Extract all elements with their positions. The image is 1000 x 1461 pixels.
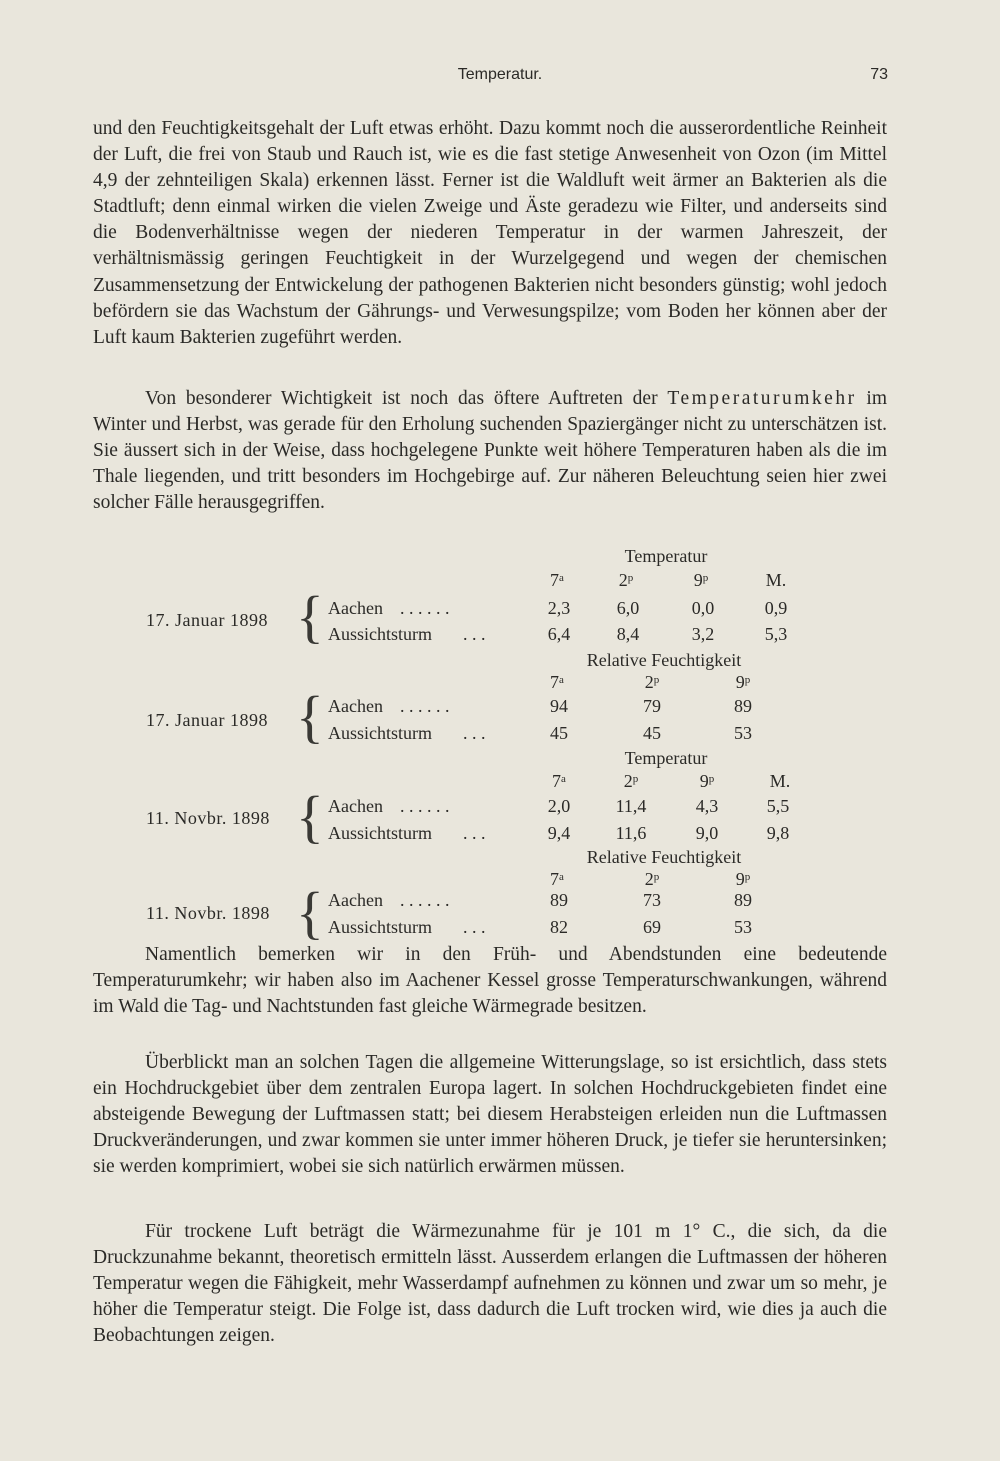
paragraph-3: Namentlich bemerken wir in den Früh- und Abendstunden eine bedeutende Temperaturumkehr; wir haben also im Aachener Kessel grosse Temperaturschwankungen, während im Wald die Tag- und Nachtstunden fast gleiche Wärmegrade besitzen. — [93, 944, 887, 1018]
column-header: M. — [769, 771, 791, 791]
row-leader: . . . — [463, 723, 486, 743]
table-cell: 94 — [550, 696, 568, 716]
table-cell: 3,2 — [691, 624, 715, 644]
table-cell: 2,3 — [547, 598, 571, 618]
table-cell: 79 — [643, 696, 661, 716]
column-header: 9$^p$ — [735, 672, 751, 692]
row-label: Aachen — [328, 598, 383, 618]
table-cell: 11,6 — [615, 823, 647, 843]
brace: { — [296, 684, 324, 749]
page-number: 73 — [870, 66, 888, 83]
paragraph-4: Überblickt man an solchen Tagen die allgemeine Witterungslage, so ist ersichtlich, dass stets ein Hochdruckgebiet über dem zentralen Europa lagert. In solchen Hochdruckgebieten findet eine absteigende Bewegung der Luftmassen statt; bei diesem Herabsteigen erleiden nun die Luftmassen Druckveränderungen, und zwar kommen sie unter immer höheren Druck, je tiefer sie heruntersinken; sie werden komprimiert, wobei sie sich natürlich erwärmen müssen. — [93, 1052, 887, 1178]
column-header: 2$^p$ — [644, 869, 660, 889]
table-cell: 53 — [734, 917, 752, 937]
column-header: 7$^a$ — [550, 672, 564, 692]
column-header: 7$^a$ — [552, 771, 566, 791]
table-cell: 6,4 — [547, 624, 571, 644]
table-cell: 53 — [734, 723, 752, 743]
date-label: 11. Novbr. 1898 — [146, 808, 270, 828]
column-header: 7$^a$ — [550, 869, 564, 889]
paragraph-1: und den Feuchtigkeitsgehalt der Luft etwas erhöht. Dazu kommt noch die ausserordentliche Reinheit der Luft, die frei von Staub und Rauch ist, wie es die fast stetige Anwesenheit von Ozon (im Mittel 4,9 der zehnteiligen Skala) erkennen lässt. Ferner ist die Waldluft weit ärmer an Bakterien als die Stadtluft; denn einmal wirken die vielen Zweige und Äste geradezu wie Filter, und anderseits sind die Bodenverhältnisse wegen der niederen Temperatur in der warmen Jahreszeit, der verhältnismässig geringen Feuchtigkeit in der Wurzelgegend und wegen der chemischen Zusammensetzung der Entwickelung der pathogenen Bakterien nicht besonders günstig; wohl jedoch befördern sie das Wachstum der Gährungs- und Verwesungspilze; vom Boden her können aber der Luft kaum Bakterien zugeführt werden. — [93, 118, 887, 348]
table-heading: Relative Feuchtigkeit — [586, 650, 742, 670]
column-header: 9$^p$ — [693, 570, 709, 590]
brace: { — [296, 784, 324, 849]
table-cell: 45 — [550, 723, 568, 743]
column-header: 7$^a$ — [550, 570, 564, 590]
table-cell: 5,3 — [764, 624, 788, 644]
column-header: M. — [765, 570, 787, 590]
table-cell: 5,5 — [766, 796, 790, 816]
table-cell: 89 — [550, 890, 568, 910]
row-leader: . . . — [463, 823, 486, 843]
row-leader: . . . . . . — [400, 696, 450, 716]
paragraph-2 — [93, 386, 887, 516]
table-cell: 4,3 — [695, 796, 719, 816]
table-cell: 0,0 — [691, 598, 715, 618]
running-header: Temperatur. — [457, 66, 543, 83]
row-label: Aachen — [328, 890, 383, 910]
row-label: Aussichtsturm — [328, 917, 433, 937]
table-cell: 9,0 — [695, 823, 719, 843]
row-leader: . . . — [463, 917, 486, 937]
table-heading: Temperatur — [624, 748, 708, 768]
table-cell: 82 — [550, 917, 568, 937]
table-cell: 45 — [643, 723, 661, 743]
table-heading: Relative Feuchtigkeit — [586, 847, 742, 867]
row-label: Aussichtsturm — [328, 624, 433, 644]
table-cell: 9,8 — [766, 823, 790, 843]
date-label: 11. Novbr. 1898 — [146, 903, 270, 923]
row-leader: . . . . . . — [400, 890, 450, 910]
column-header: 2$^p$ — [618, 570, 634, 590]
table-heading: Temperatur — [624, 546, 708, 566]
row-label: Aussichtsturm — [328, 723, 433, 743]
table-cell: 73 — [643, 890, 661, 910]
paragraph-2-text: Von besonderer Wichtigkeit ist noch das öftere Auftreten der — [145, 388, 668, 409]
row-label: Aussichtsturm — [328, 823, 433, 843]
table-cell: 11,4 — [615, 796, 647, 816]
row-leader: . . . — [463, 624, 486, 644]
column-header: 9$^p$ — [699, 771, 715, 791]
table-cell: 8,4 — [616, 624, 640, 644]
table-cell: 0,9 — [764, 598, 788, 618]
date-label: 17. Januar 1898 — [146, 710, 268, 730]
row-label: Aachen — [328, 796, 383, 816]
table-cell: 9,4 — [547, 823, 571, 843]
table-cell: 89 — [734, 890, 752, 910]
brace: { — [296, 584, 324, 649]
table-cell: 89 — [734, 696, 752, 716]
paragraph-2-emphasis: Temperaturumkehr — [667, 388, 857, 409]
table-cell: 2,0 — [547, 796, 571, 816]
paragraph-5: Für trockene Luft beträgt die Wärmezunahme für je 101 m 1° C., die sich, da die Druckzunahme bekannt, theoretisch ermitteln lässt. Ausserdem erlangen die Luftmassen der höheren Temperatur wegen die Fähigkeit, mehr Wasserdampf aufnehmen zu können und zwar um so mehr, je höher die Temperatur steigt. Die Folge ist, dass dadurch die Luft trocken wird, wie dies ja auch die Beobachtungen zeigen. — [93, 1221, 887, 1347]
row-leader: . . . . . . — [400, 598, 450, 618]
column-header: 9$^p$ — [735, 869, 751, 889]
table-cell: 69 — [643, 917, 661, 937]
brace: { — [296, 880, 324, 945]
paragraph-2-text-end: im Winter und Herbst, was gerade für den Erholung suchenden Spaziergänger nicht zu unterschätzen ist. Sie äussert sich in der Weise, dass hochgelegene Punkte weit höhere Temperaturen haben als die im Thale liegenden, und tritt besonders im Hochgebirge auf. Zur näheren Beleuchtung seien hier zwei solcher Fälle herausgegriffen. — [93, 388, 888, 514]
row-leader: . . . . . . — [400, 796, 450, 816]
column-header: 2$^p$ — [623, 771, 639, 791]
row-label: Aachen — [328, 696, 383, 716]
table-cell: 6,0 — [616, 598, 640, 618]
column-header: 2$^p$ — [644, 672, 660, 692]
date-label: 17. Januar 1898 — [146, 610, 268, 630]
